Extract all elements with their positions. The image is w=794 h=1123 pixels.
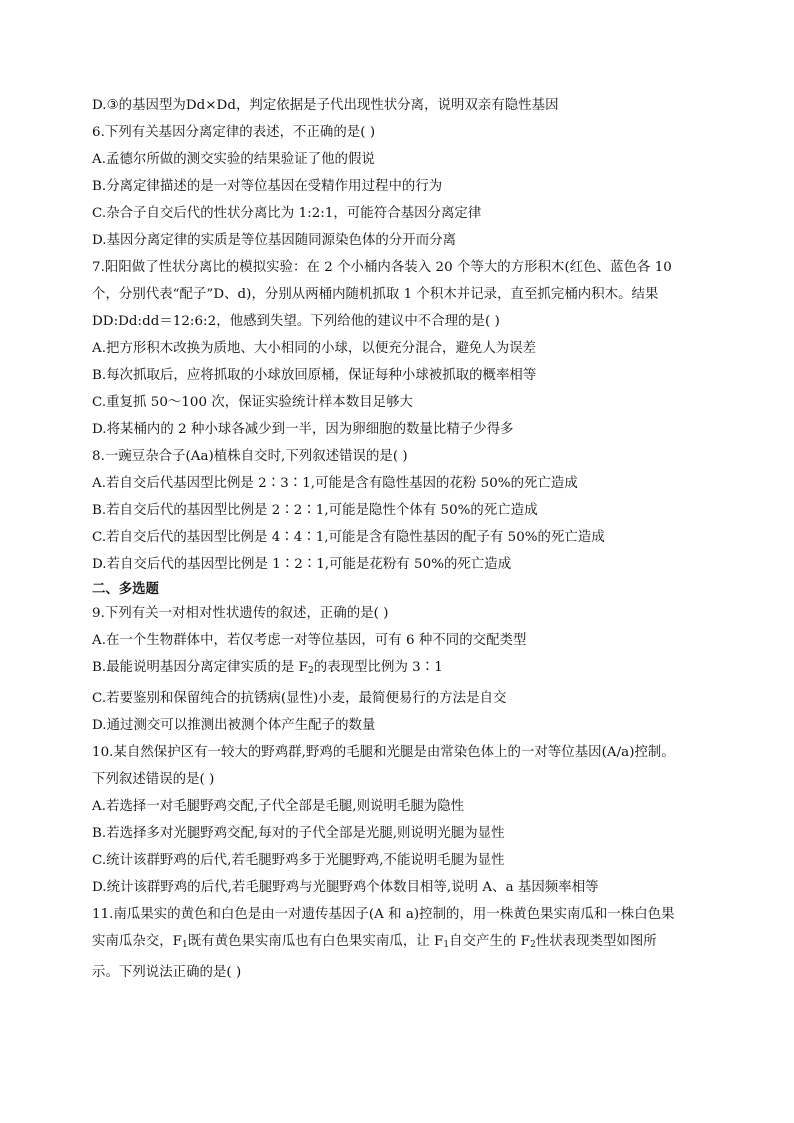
text-line: D.③的基因型为Dd×Dd，判定依据是子代出现性状分离，说明双亲有隐性基因 bbox=[92, 98, 559, 113]
text-line: D.统计该群野鸡的后代,若毛腿野鸡与光腿野鸡个体数目相等,说明 A、a 基因频率相等 bbox=[92, 880, 599, 895]
text-line: D.若自交后代的基因型比例是 1∶2∶1,可能是花粉有 50%的死亡造成 bbox=[92, 557, 512, 572]
text-line: 下列叙述错误的是( ) bbox=[92, 772, 215, 787]
text-line: B.若选择多对光腿野鸡交配,每对的子代全部是光腿,则说明光腿为显性 bbox=[92, 826, 505, 841]
question-block-2 bbox=[92, 600, 714, 654]
text-line: 9.下列有关一对相对性状遗传的叙述，正确的是( ) bbox=[92, 606, 389, 621]
text-line: A.孟德尔所做的测交实验的结果验证了他的假说 bbox=[92, 152, 375, 167]
q9-option-b: B.最能说明基因分离定律实质的是 $F_2$的表现型比例为 3∶1 bbox=[92, 660, 443, 676]
text-line: B.分离定律描述的是一对等位基因在受精作用过程中的行为 bbox=[92, 179, 443, 194]
q11-line-2: 实南瓜杂交，$F_1$既有黄色果实南瓜也有白色果实南瓜，让 $F_1$自交产生的 $F_2$性状表现类型如图所 bbox=[92, 934, 657, 950]
text-line: 7.阳阳做了性状分离比的模拟实验：在 2 个小桶内各装入 20 个等大的方形积木(红色、蓝色各 10 bbox=[92, 260, 672, 275]
text-line: B.每次抓取后，应将抓取的小球放回原桶，保证每种小球被抓取的概率相等 bbox=[92, 368, 537, 383]
text-line: C.统计该群野鸡的后代,若毛腿野鸡多于光腿野鸡,不能说明毛腿为显性 bbox=[92, 853, 505, 868]
text-line: A.把方形积木改换为质地、大小相同的小球，以便充分混合，避免人为误差 bbox=[92, 341, 537, 356]
text-line: 10.某自然保护区有一较大的野鸡群,野鸡的毛腿和光腿是由常染色体上的一对等位基因(A/a)控制。 bbox=[92, 745, 675, 760]
text-line: A.若选择一对毛腿野鸡交配,子代全部是毛腿,则说明毛腿为隐性 bbox=[92, 799, 465, 814]
text-line: C.重复抓 50～100 次，保证实验统计样本数目足够大 bbox=[92, 395, 413, 410]
question-block-1 bbox=[92, 92, 714, 578]
text-line: D.将某桶内的 2 种小球各减少到一半，因为卵细胞的数量比精子少得多 bbox=[92, 422, 514, 437]
text-line: 6.下列有关基因分离定律的表述，不正确的是( ) bbox=[92, 125, 376, 140]
q11-line-3: 示。下列说法正确的是( ) bbox=[92, 965, 242, 980]
question-block-3 bbox=[92, 685, 714, 928]
text-line: D.通过测交可以推测出被测个体产生配子的数量 bbox=[92, 718, 376, 733]
text-line: 8.一豌豆杂合子(Aa)植株自交时,下列叙述错误的是( ) bbox=[92, 449, 408, 464]
text-line: A.若自交后代基因型比例是 2∶3∶1,可能是含有隐性基因的花粉 50%的死亡造成 bbox=[92, 476, 578, 491]
text-line: B.若自交后代的基因型比例是 2∶2∶1,可能是隐性个体有 50%的死亡造成 bbox=[92, 503, 538, 518]
text-line: A.在一个生物群体中，若仅考虑一对等位基因，可有 6 种不同的交配类型 bbox=[92, 633, 527, 648]
text-line: 11.南瓜果实的黄色和白色是由一对遗传基因子(A 和 a)控制的，用一株黄色果实南瓜和一株白色果 bbox=[92, 907, 675, 922]
text-line: C.若自交后代的基因型比例是 4∶4∶1,可能是含有隐性基因的配子有 50%的死亡造成 bbox=[92, 530, 605, 545]
text-line: C.杂合子自交后代的性状分离比为 1:2:1，可能符合基因分离定律 bbox=[92, 206, 482, 221]
text-line: DD:Dd:dd＝12:6:2，他感到失望。下列给他的建议中不合理的是( ) bbox=[92, 314, 500, 329]
text-line: D.基因分离定律的实质是等位基因随同源染色体的分开而分离 bbox=[92, 233, 457, 248]
text-line: C.若要鉴别和保留纯合的抗锈病(显性)小麦，最简便易行的方法是自交 bbox=[92, 691, 507, 706]
text-line: 个，分别代表“配子”D、d)，分别从两桶内随机抓取 1 个积木并记录，直至抓完桶内积木。结果 bbox=[92, 287, 659, 302]
section-title: 二、多选题 bbox=[92, 582, 159, 597]
